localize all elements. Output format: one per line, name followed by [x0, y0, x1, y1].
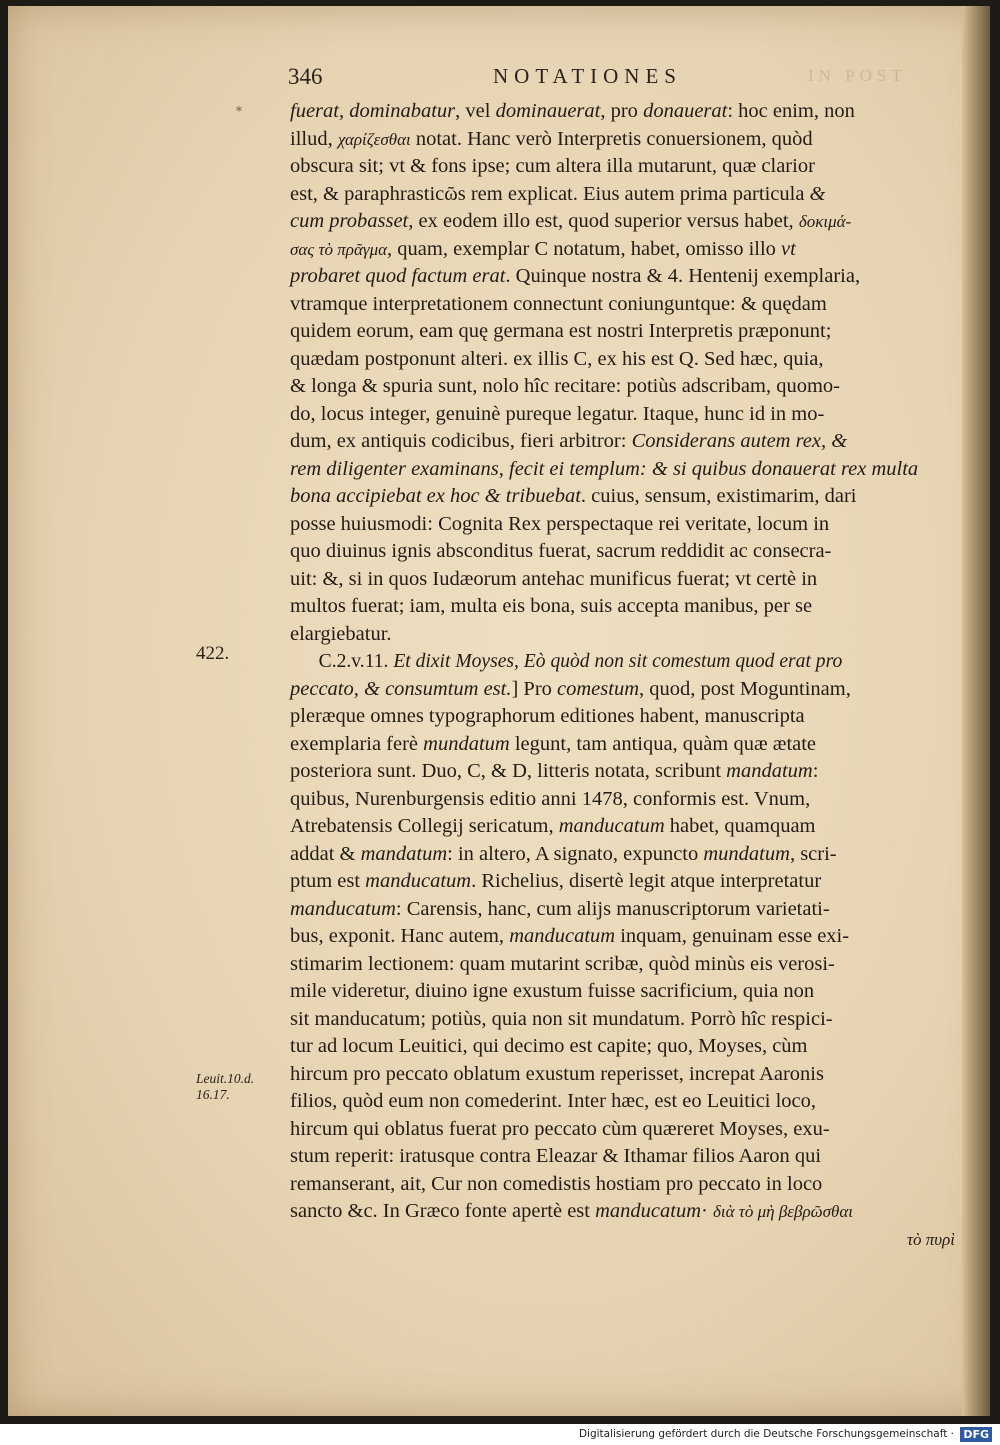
- italic-text: cum probasset: [290, 210, 409, 232]
- text-segment: uit: &, si in quos Iudæorum antehac munificus fuerat; vt certè in: [290, 567, 818, 590]
- text-line: [290, 346, 955, 374]
- body-text: [290, 98, 955, 1253]
- italic-text: Considerans autem rex, &: [631, 430, 848, 452]
- italic-text: mundatum: [423, 732, 510, 755]
- text-line: [290, 566, 955, 594]
- text-segment: est, & paraphrasticῶs rem explicat. Eius autem prima particula: [290, 182, 810, 205]
- page-number: 346: [288, 64, 323, 89]
- text-line: [290, 1033, 955, 1061]
- text-line: [290, 868, 955, 896]
- text-line: [290, 98, 955, 126]
- text-segment: , quam, exemplar C notatum, habet, omisso illo: [387, 237, 782, 260]
- text-line: [290, 401, 955, 429]
- text-line: [290, 1226, 955, 1254]
- text-line: [290, 511, 955, 539]
- text-segment: dum, ex antiquis codicibus, fieri arbitror:: [290, 430, 632, 452]
- text-line: [290, 621, 955, 649]
- text-segment: . Quinque nostra & 4. Hentenij exemplaria,: [505, 265, 861, 287]
- text-segment: posteriora sunt. Duo, C, & D, litteris notata, scribunt: [290, 760, 727, 782]
- text-segment: stimarim lectionem: quam mutarint scribæ, quòd minùs eis verosi-: [290, 952, 835, 975]
- text-line: [290, 318, 955, 346]
- text-segment: sancto &c. In Græco fonte apertè est: [290, 1200, 596, 1222]
- text-segment: obscura sit; vt & fons ipse; cum altera illa mutarunt, quæ clarior: [290, 155, 815, 177]
- text-segment: posse huiusmodi: Cognita Rex perspectaque rei veritate, locum in: [290, 512, 830, 535]
- greek-text: δοκιμά-: [798, 212, 852, 231]
- italic-text: manducatum: [595, 1200, 702, 1222]
- text-line: [290, 291, 955, 319]
- page-gutter: [962, 6, 990, 1416]
- text-segment: filios, quòd eum non comederint. Inter hæc, est eo Leuitici loco,: [290, 1090, 817, 1112]
- text-segment: Atrebatensis Collegij sericatum,: [290, 815, 559, 837]
- italic-text: mandatum: [360, 842, 448, 865]
- text-segment: vtramque interpretationem connectunt coniunguntque: & quędam: [290, 292, 827, 315]
- italic-text: dominauerat: [495, 100, 601, 122]
- text-segment: hircum qui oblatus fuerat pro peccato cùm quæreret Moyses, exu-: [290, 1117, 830, 1140]
- text-segment: legunt, tam antiqua, quàm quæ ætate: [509, 732, 817, 755]
- text-line: [290, 786, 955, 814]
- text-segment: tur ad locum Leuitici, qui decimo est capite; quo, Moyses, cùm: [290, 1035, 808, 1057]
- text-line: [290, 841, 955, 869]
- text-line: [290, 923, 955, 951]
- text-line: [290, 456, 955, 484]
- text-line: [290, 1006, 955, 1034]
- text-segment: mile videretur, diuino igne exustum fuisse sacrificium, quia non: [290, 980, 815, 1002]
- text-line: [290, 1116, 955, 1144]
- text-segment: ] Pro: [511, 677, 558, 700]
- text-line: [290, 208, 955, 236]
- text-segment: remanserant, ait, Cur non comedistis hostiam pro peccato in loco: [290, 1172, 823, 1195]
- text-line: [290, 181, 955, 209]
- text-line: [290, 978, 955, 1006]
- page-header: [288, 64, 958, 90]
- text-segment: ·: [701, 1200, 713, 1222]
- text-segment: , quod, post Moguntinam,: [639, 677, 851, 700]
- text-line: [290, 731, 955, 759]
- greek-text: σας τὸ πρᾶγμα: [290, 239, 388, 259]
- text-segment: , pro: [600, 100, 644, 122]
- text-segment: ptum est: [290, 870, 366, 892]
- text-segment: notat. Hanc verò Interpretis conuersionem, quòd: [410, 127, 813, 150]
- text-segment: illud,: [290, 127, 338, 150]
- text-line: [290, 951, 955, 979]
- italic-text: &: [809, 182, 826, 205]
- text-segment: . cuius, sensum, existimarim, dari: [580, 485, 857, 507]
- text-segment: . Richelius, disertè legit atque interpretatur: [471, 870, 822, 892]
- text-segment: :: [812, 760, 819, 782]
- italic-text: fuerat, dominabatur: [290, 100, 456, 122]
- margin-reference-line: Leuit.10.d.: [196, 1071, 255, 1086]
- italic-text: mundatum: [703, 842, 790, 865]
- text-segment: bus, exponit. Hanc autem,: [290, 925, 510, 947]
- italic-text: probaret quod factum erat: [290, 265, 506, 287]
- text-segment: quibus, Nurenburgensis editio anni 1478, conformis est. Vnum,: [290, 787, 811, 810]
- text-line: [290, 1171, 955, 1199]
- italic-text: Et dixit Moyses, Eò quòd non sit comestum quod erat pro: [393, 650, 843, 672]
- text-line: [290, 896, 955, 924]
- greek-text: χαρίζεσθαι: [337, 129, 411, 149]
- italic-text: manducatum: [290, 897, 396, 920]
- text-segment: elargiebatur.: [290, 622, 392, 645]
- italic-text: vt: [781, 237, 796, 260]
- text-segment: stum reperit: iratusque contra Eleazar & Ithamar filios Aaron qui: [290, 1145, 822, 1167]
- italic-text: peccato, & consumtum est.: [290, 677, 512, 700]
- text-segment: quo diuinus ignis absconditus fuerat, sacrum reddidit ac consecra-: [290, 540, 832, 562]
- text-line: [290, 676, 955, 704]
- text-segment: : Carensis, hanc, cum alijs manuscriptorum varietati-: [395, 897, 830, 920]
- text-line: [290, 1088, 955, 1116]
- italic-text: bona accipiebat ex hoc & tribuebat: [290, 485, 581, 507]
- running-title: NOTATIONES: [493, 64, 682, 88]
- text-segment: : hoc enim, non: [727, 100, 855, 122]
- italic-text: manducatum: [365, 870, 472, 892]
- margin-ornament: *: [236, 104, 242, 118]
- margin-paragraph-number: 422.: [196, 643, 230, 664]
- text-segment: do, locus integer, genuinè pureque legatur. Itaque, hunc id in mo-: [290, 402, 825, 425]
- text-line: [290, 428, 955, 456]
- text-line: [290, 813, 955, 841]
- text-line: [290, 703, 955, 731]
- greek-text: τὸ πυρὶ: [906, 1229, 955, 1249]
- italic-text: mandatum: [726, 760, 813, 782]
- text-line: [290, 1061, 955, 1089]
- text-line: [290, 648, 925, 676]
- text-segment: , scri-: [789, 842, 837, 865]
- text-segment: hircum pro peccato oblatum exustum reperisset, increpat Aaronis: [290, 1062, 824, 1085]
- italic-text: rem diligenter examinans, fecit ei templum: & si quibus donauerat rex multa: [290, 457, 919, 480]
- italic-text: manducatum: [558, 815, 665, 837]
- italic-text: comestum: [557, 677, 640, 700]
- text-segment: , vel: [455, 100, 496, 122]
- footer-credit: Digitalisierung gefördert durch die Deutsche Forschungsgemeinschaft ·: [578, 1428, 954, 1440]
- text-line: [290, 538, 955, 566]
- text-segment: habet, quamquam: [664, 815, 816, 837]
- footer-bar: [0, 1424, 1000, 1445]
- italic-text: manducatum: [509, 925, 616, 947]
- show-through-title: IN POST: [808, 66, 907, 85]
- italic-text: donauerat: [643, 100, 728, 122]
- text-segment: pleræque omnes typographorum editiones habent, manuscripta: [290, 705, 805, 727]
- text-segment: multos fuerat; iam, multa eis bona, suis accepta manibus, per se: [290, 595, 813, 617]
- text-line: [290, 153, 955, 181]
- text-segment: addat &: [290, 842, 361, 865]
- text-line: [290, 1198, 955, 1226]
- text-segment: C.2.v.11.: [318, 650, 394, 672]
- text-line: [290, 1143, 955, 1171]
- text-segment: sit manducatum; potiùs, quia non sit mundatum. Porrò hîc respici-: [290, 1007, 833, 1030]
- text-line: [290, 126, 955, 154]
- text-line: [290, 593, 955, 621]
- text-segment: : in altero, A signato, expuncto: [447, 842, 704, 865]
- text-segment: & longa & spuria sunt, nolo hîc recitare: potiùs adscribam, quomo-: [290, 375, 840, 397]
- text-segment: inquam, genuinam esse exi-: [615, 925, 850, 947]
- text-line: [290, 758, 955, 786]
- text-segment: quædam postponunt alteri. ex illis C, ex his est Q. Sed hæc, quia,: [290, 347, 824, 370]
- dfg-logo: DFG: [960, 1427, 992, 1442]
- margin-reference-line: 16.17.: [196, 1087, 230, 1102]
- greek-text: διὰ τὸ μὴ βεβρῶσθαι: [712, 1202, 853, 1221]
- text-segment: , ex eodem illo est, quod superior versus habet,: [408, 210, 799, 232]
- text-segment: quidem eorum, eam quę germana est nostri Interpretis præponunt;: [290, 320, 832, 342]
- text-line: [290, 236, 955, 264]
- text-line: [290, 263, 955, 291]
- margin-reference: [196, 1071, 254, 1103]
- text-segment: exemplaria ferè: [290, 732, 424, 755]
- text-line: [290, 373, 955, 401]
- text-line: [290, 483, 955, 511]
